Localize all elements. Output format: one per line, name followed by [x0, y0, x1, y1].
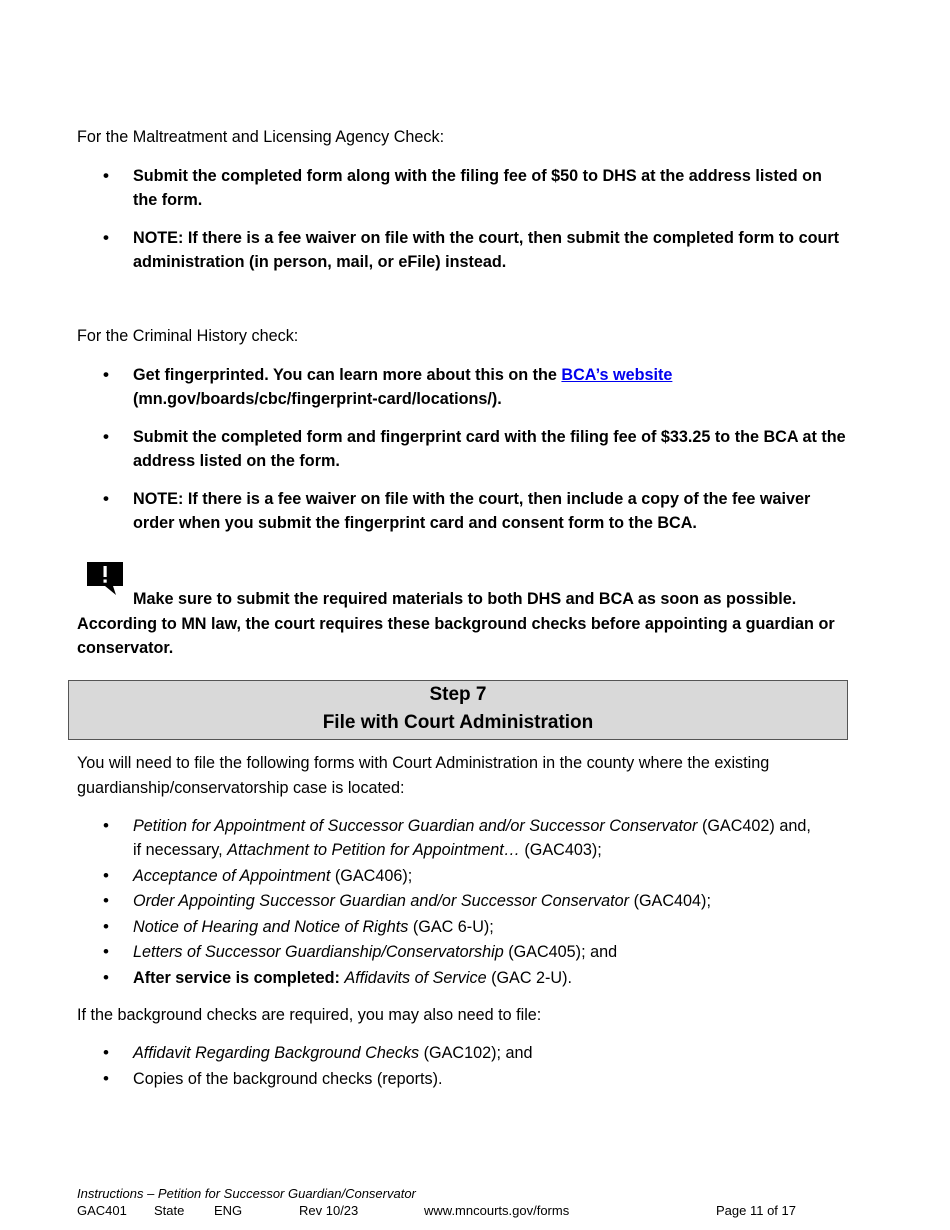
background-list	[77, 1041, 847, 1092]
list-item	[77, 915, 847, 939]
list-item: • Copies of the background checks (reports).	[77, 1067, 847, 1091]
form-code: (GAC402) and,	[697, 817, 811, 835]
step-title: File with Court Administration	[322, 712, 594, 733]
list-item	[77, 966, 847, 990]
footer-url: www.mncourts.gov/forms	[424, 1203, 570, 1218]
list-item	[77, 864, 847, 888]
form-code: (GAC406);	[330, 866, 413, 885]
maltreatment-list	[77, 164, 847, 288]
list-item	[77, 1041, 847, 1065]
footer-language: ENG	[214, 1203, 243, 1218]
form-text: if necessary,	[133, 841, 228, 859]
footer-revision: Rev 10/23	[299, 1203, 359, 1218]
list-item	[77, 940, 847, 964]
bca-website-link[interactable]: BCA’s website	[561, 366, 673, 384]
list-item	[77, 814, 847, 862]
form-title: Attachment to Petition for Appointment…	[227, 841, 520, 859]
criminal-list	[77, 363, 847, 549]
warning-note	[77, 587, 857, 661]
footer-state: State	[154, 1203, 185, 1218]
form-title: Letters of Successor Guardianship/Conservatorship	[133, 943, 504, 961]
form-code: (GAC 6-U);	[408, 917, 494, 936]
step-number: Step 7	[429, 684, 487, 705]
form-code: (GAC 2-U).	[486, 968, 573, 987]
footer-form-code: GAC401	[77, 1203, 127, 1218]
list-item: • Submit the completed form and fingerprint card with the filing fee of $33.25 to the BCA at the address listed on the form.	[77, 425, 847, 473]
form-code: (GAC102); and	[419, 1044, 533, 1062]
footer-title: Instructions – Petition for Successor Guardian/Conservator	[77, 1186, 416, 1201]
form-title: Petition for Appointment of Successor Guardian and/or Successor Conservator	[133, 817, 698, 835]
form-code: (GAC403);	[519, 841, 602, 859]
footer-page-number: Page 11 of 17	[716, 1203, 796, 1218]
bca-url-text: (mn.gov/boards/cbc/fingerprint-card/locations/).	[133, 390, 502, 408]
form-title: Acceptance of Appointment	[133, 866, 331, 885]
list-item: • NOTE: If there is a fee waiver on file with the court, then include a copy of the fee waiver order when you submit the fingerprint card and consent form to the BCA.	[77, 487, 847, 535]
form-title: Affidavit Regarding Background Checks	[133, 1044, 420, 1062]
criminal-intro: For the Criminal History check:	[77, 327, 299, 345]
forms-list	[77, 814, 847, 991]
form-code: (GAC405); and	[503, 943, 618, 961]
background-intro: If the background checks are required, you may also need to file:	[77, 1006, 542, 1024]
form-title: Affidavits of Service	[344, 968, 487, 987]
step-header	[68, 680, 848, 740]
file-forms-intro: You will need to file the following forms with Court Administration in the county where the existing guardianship/conservatorship case is located:	[77, 754, 770, 797]
bullet-text: Get fingerprinted. You can learn more about this on the	[133, 366, 562, 384]
list-item	[77, 363, 847, 411]
list-item	[77, 889, 847, 913]
list-item: • Submit the completed form along with the filing fee of $50 to DHS at the address listed on the form.	[77, 164, 847, 212]
warning-line-2: According to MN law, the court requires these background checks before appointing a guardian or conservator.	[77, 614, 835, 657]
warning-line-1: Make sure to submit the required materials to both DHS and BCA as soon as possible.	[133, 590, 797, 608]
form-code: (GAC404);	[629, 892, 711, 910]
form-title: Notice of Hearing and Notice of Rights	[133, 917, 409, 936]
form-condition: After service is completed:	[133, 968, 345, 987]
maltreatment-intro: For the Maltreatment and Licensing Agency Check:	[77, 128, 445, 146]
form-title: Order Appointing Successor Guardian and/or Successor Conservator	[133, 892, 630, 910]
list-item: • NOTE: If there is a fee waiver on file with the court, then submit the completed form to court administration (in person, mail, or eFile) instead.	[77, 226, 847, 274]
